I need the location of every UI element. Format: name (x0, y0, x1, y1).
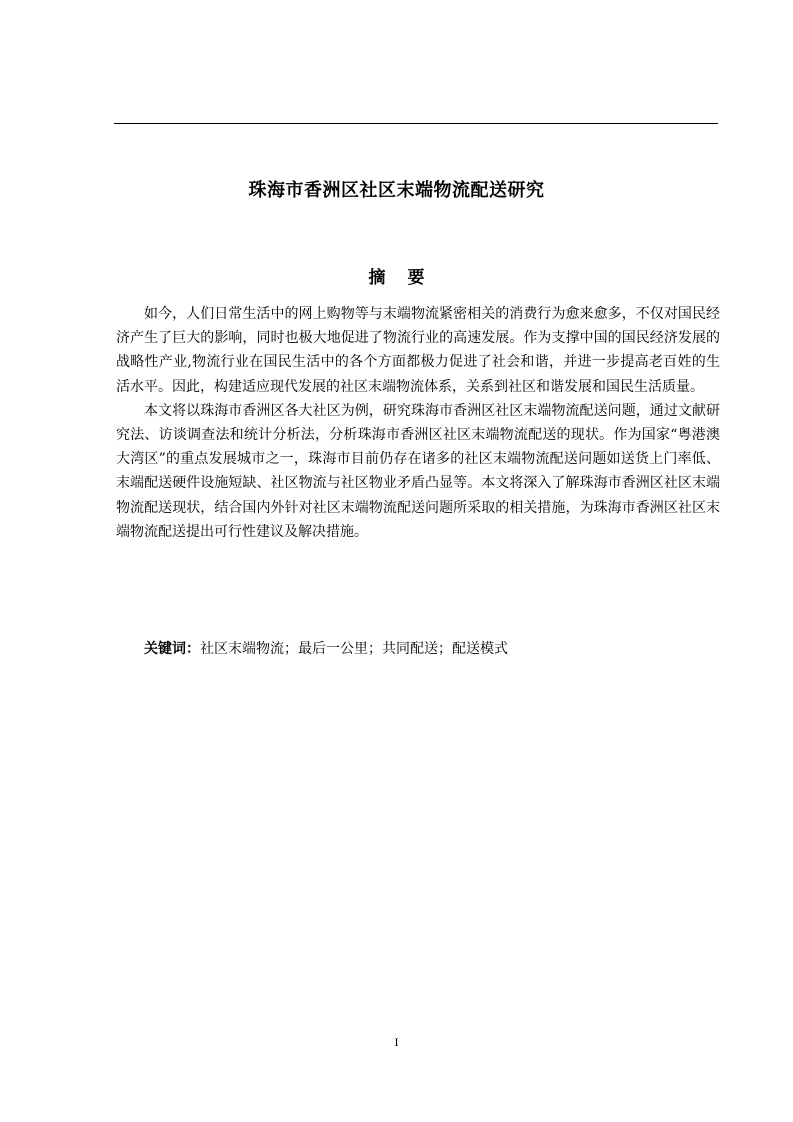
abstract-body (116, 302, 720, 544)
abstract-paragraph-1: 如今，人们日常生活中的网上购物等与末端物流紧密相关的消费行为愈来愈多，不仅对国民经济产生了巨大的影响，同时也极大地促进了物流行业的高速发展。作为支撑中国的国民经济发展的战略性产业,物流行业在国民生活中的各个方面都极力促进了社会和谐，并进一步提高老百姓的生活水平。因此，构建适应现代发展的社区末端物流体系，关系到社区和谐发展和国民生活质量。 (116, 306, 720, 395)
keywords-line (144, 637, 720, 661)
header-rule (114, 123, 718, 124)
keywords-label: 关键词： (144, 641, 200, 657)
document-title: 珠海市香洲区社区末端物流配送研究 (248, 180, 545, 201)
page-number: I (394, 1035, 399, 1049)
abstract-heading (0, 266, 793, 290)
keywords-text: 社区末端物流；最后一公里；共同配送；配送模式 (200, 641, 508, 657)
abstract-heading-char-2: 要 (407, 268, 425, 288)
abstract-heading-char-1: 摘 (368, 268, 386, 288)
abstract-paragraph-2: 本文将以珠海市香洲区各大社区为例，研究珠海市香洲区社区末端物流配送问题，通过文献研究法、访谈调查法和统计分析法，分析珠海市香洲区社区末端物流配送的现状。作为国家“粤港澳大湾区”的重点发展城市之一，珠海市目前仍存在诸多的社区末端物流配送问题如送货上门率低、末端配送硬件设施短缺、社区物流与社区物业矛盾凸显等。本文将深入了解珠海市香洲区社区末端物流配送现状，结合国内外针对社区末端物流配送问题所采取的相关措施，为珠海市香洲区社区末端物流配送提出可行性建议及解决措施。 (116, 402, 720, 540)
